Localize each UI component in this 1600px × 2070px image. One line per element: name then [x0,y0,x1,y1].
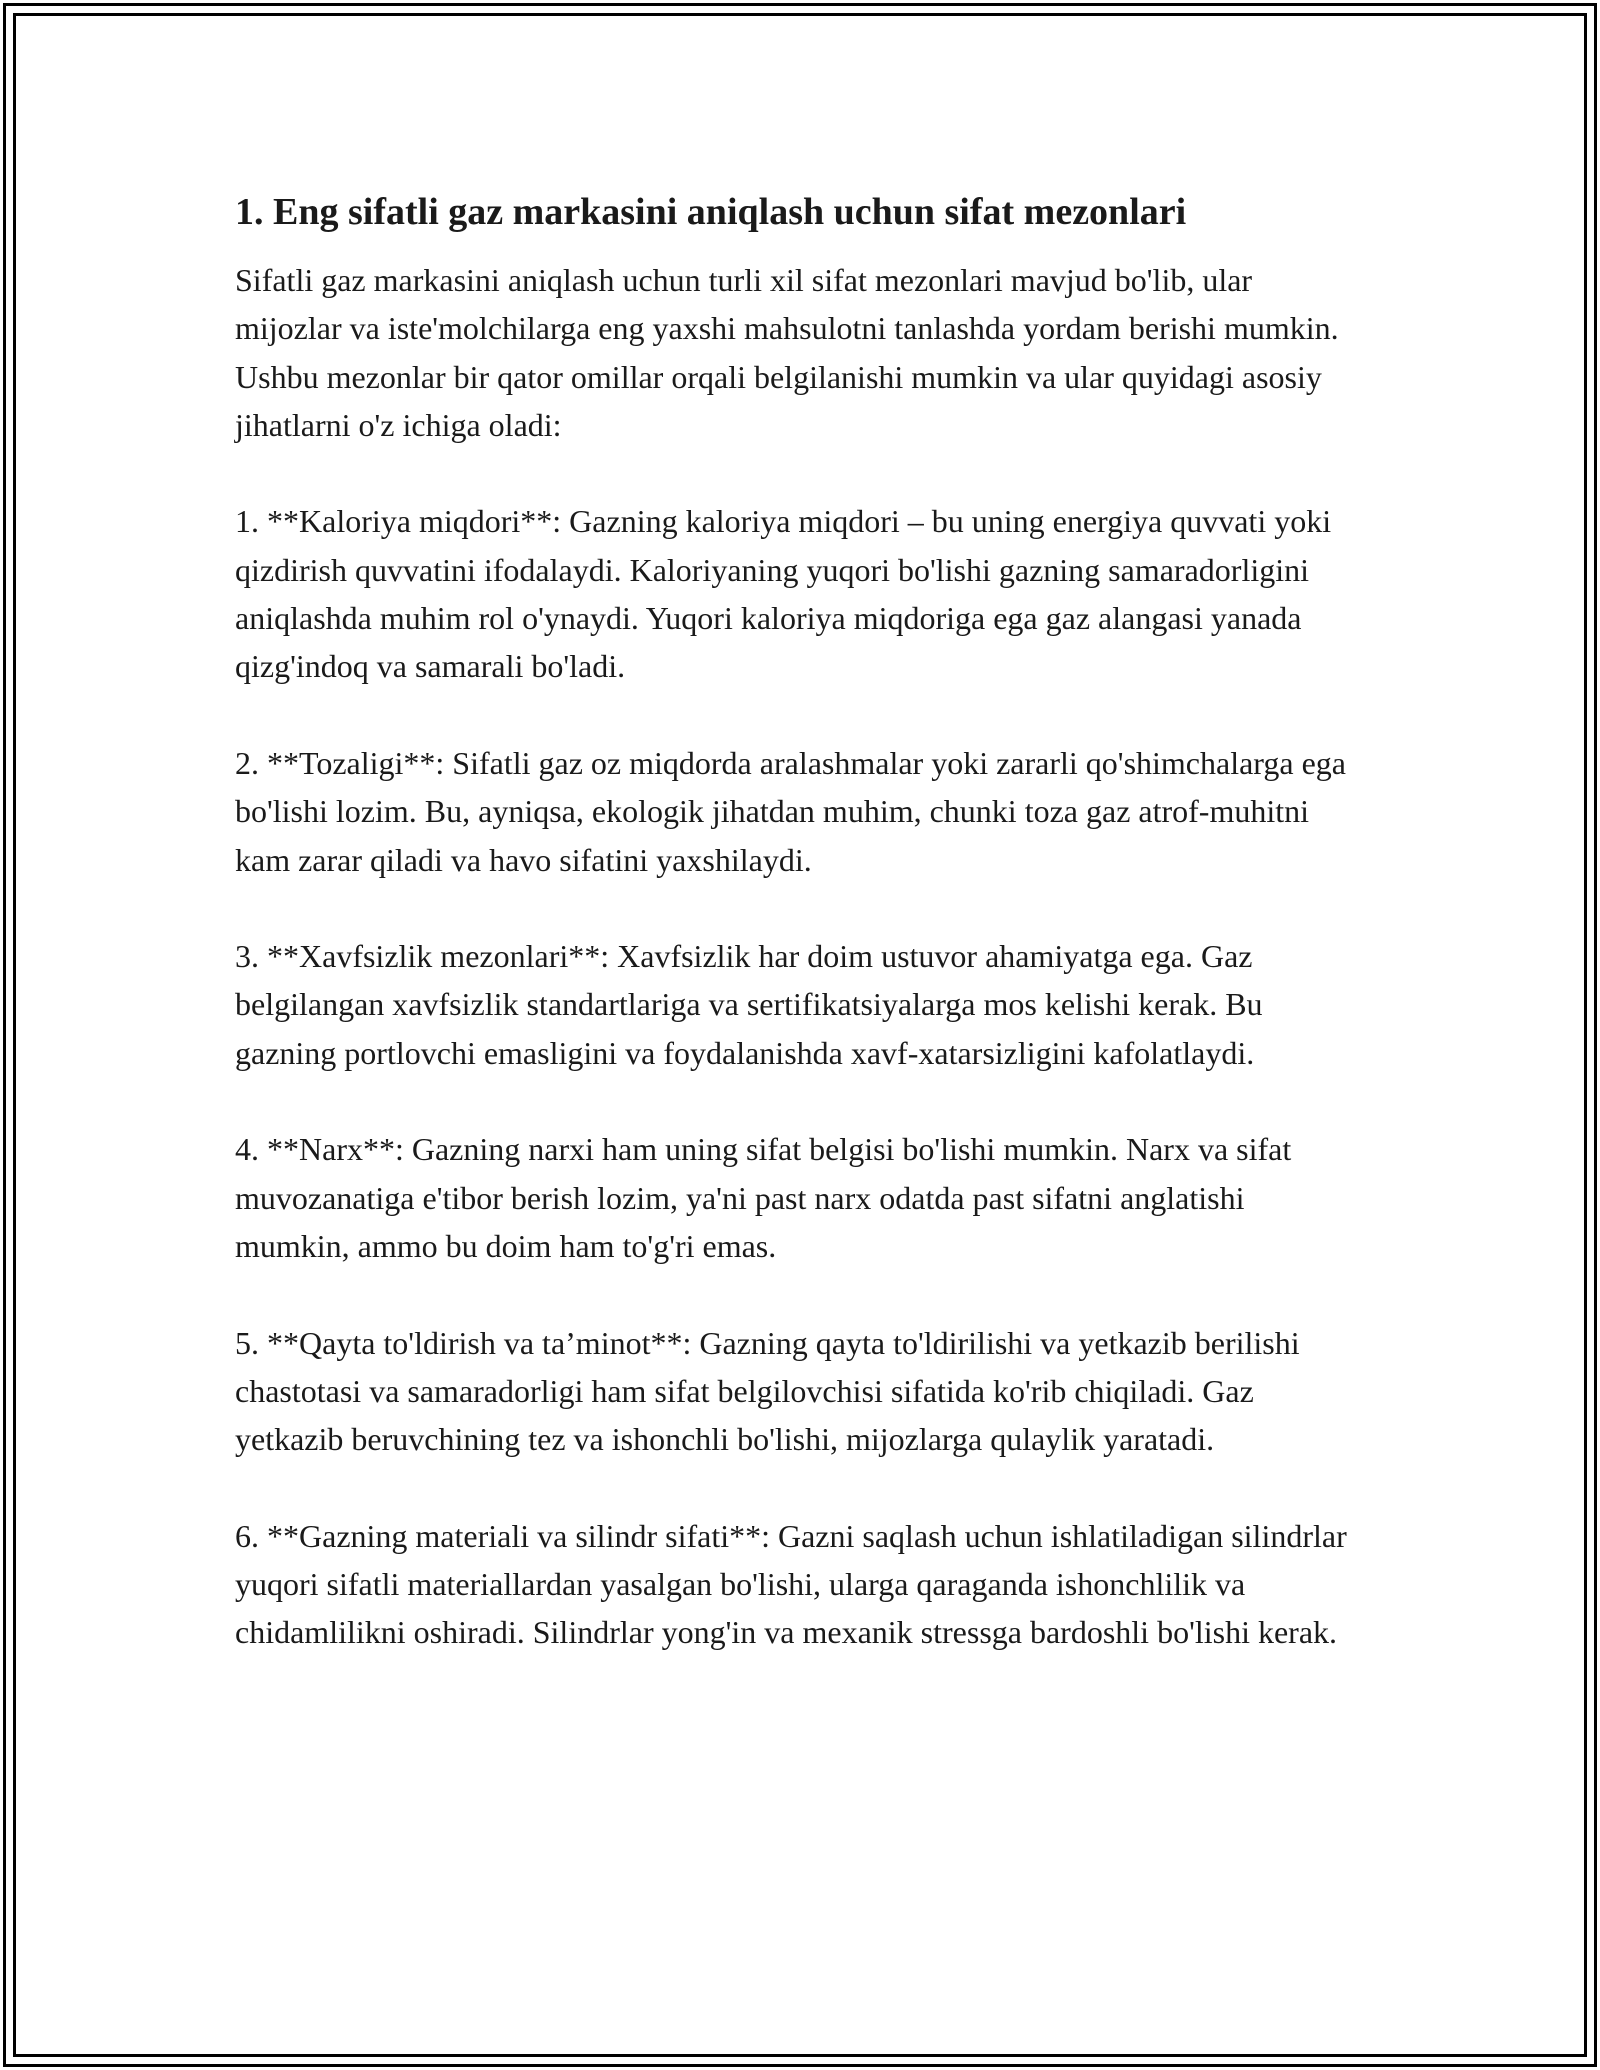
criterion-paragraph-price: 4. **Narx**: Gazning narxi ham uning sifat belgisi bo'lishi mumkin. Narx va sifat muvozanatiga e'tibor berish lozim, ya'ni past narx odatda past sifatni anglatishi mumkin, ammo bu doim ham to'g'ri emas. [235,1131,1292,1264]
document-body [235,186,1365,1657]
criterion-paragraph-refill: 5. **Qayta to'ldirish va ta’minot**: Gazning qayta to'ldirilishi va yetkazib berilishi chastotasi va samaradorligi ham sifat belgilovchisi sifatida ko'rib chiqiladi. Gaz yetkazib beruvchining tez va ishonchli bo'lishi, mijozlarga qulaylik yaratadi. [235,1324,1300,1458]
criterion-paragraph-calorie: 1. **Kaloriya miqdori**: Gazning kaloriya miqdori – bu uning energiya quvvati yoki qizdirish quvvatini ifodalaydi. Kaloriyaning yuqori bo'lishi gazning samaradorligini aniqlashda muhim rol o'ynaydi. Yuqori kaloriya miqdoriga ega gaz alangasi yanada qizg'indoq va samarali bo'ladi. [235,503,1332,685]
criterion-paragraph-cylinder: 6. **Gazning materiali va silindr sifati**: Gazni saqlash uchun ishlatiladigan silindrlar yuqori sifatli materiallardan yasalgan bo'lishi, ularga qaraganda ishonchlilik va chidamlilikni oshiradi. Silindrlar yong'in va mexanik stressga bardoshli bo'lishi kerak. [235,1517,1347,1651]
criterion-paragraph-safety: 3. **Xavfsizlik mezonlari**: Xavfsizlik har doim ustuvor ahamiyatga ega. Gaz belgilangan xavfsizlik standartlariga va sertifikatsiyalarga mos kelishi kerak. Bu gazning portlovchi emasligini va foydalanishda xavf-xatarsizligini kafolatlaydi. [235,938,1263,1071]
page-title: 1. Eng sifatli gaz markasini aniqlash uchun sifat mezonlari [235,191,1187,233]
criterion-paragraph-purity: 2. **Tozaligi**: Sifatli gaz oz miqdorda aralashmalar yoki zararli qo'shimchalarga ega bo'lishi lozim. Bu, ayniqsa, ekologik jihatdan muhim, chunki toza gaz atrof-muhitni kam zarar qiladi va havo sifatini yaxshilaydi. [235,744,1346,878]
intro-paragraph: Sifatli gaz markasini aniqlash uchun turli xil sifat mezonlari mavjud bo'lib, ular mijozlar va iste'molchilarga eng yaxshi mahsulotni tanlashda yordam berishi mumkin. Ushbu mezonlar bir qator omillar orqali belgilanishi mumkin va ular quyidagi asosiy jihatlarni o'z ichiga oladi: [235,262,1339,443]
